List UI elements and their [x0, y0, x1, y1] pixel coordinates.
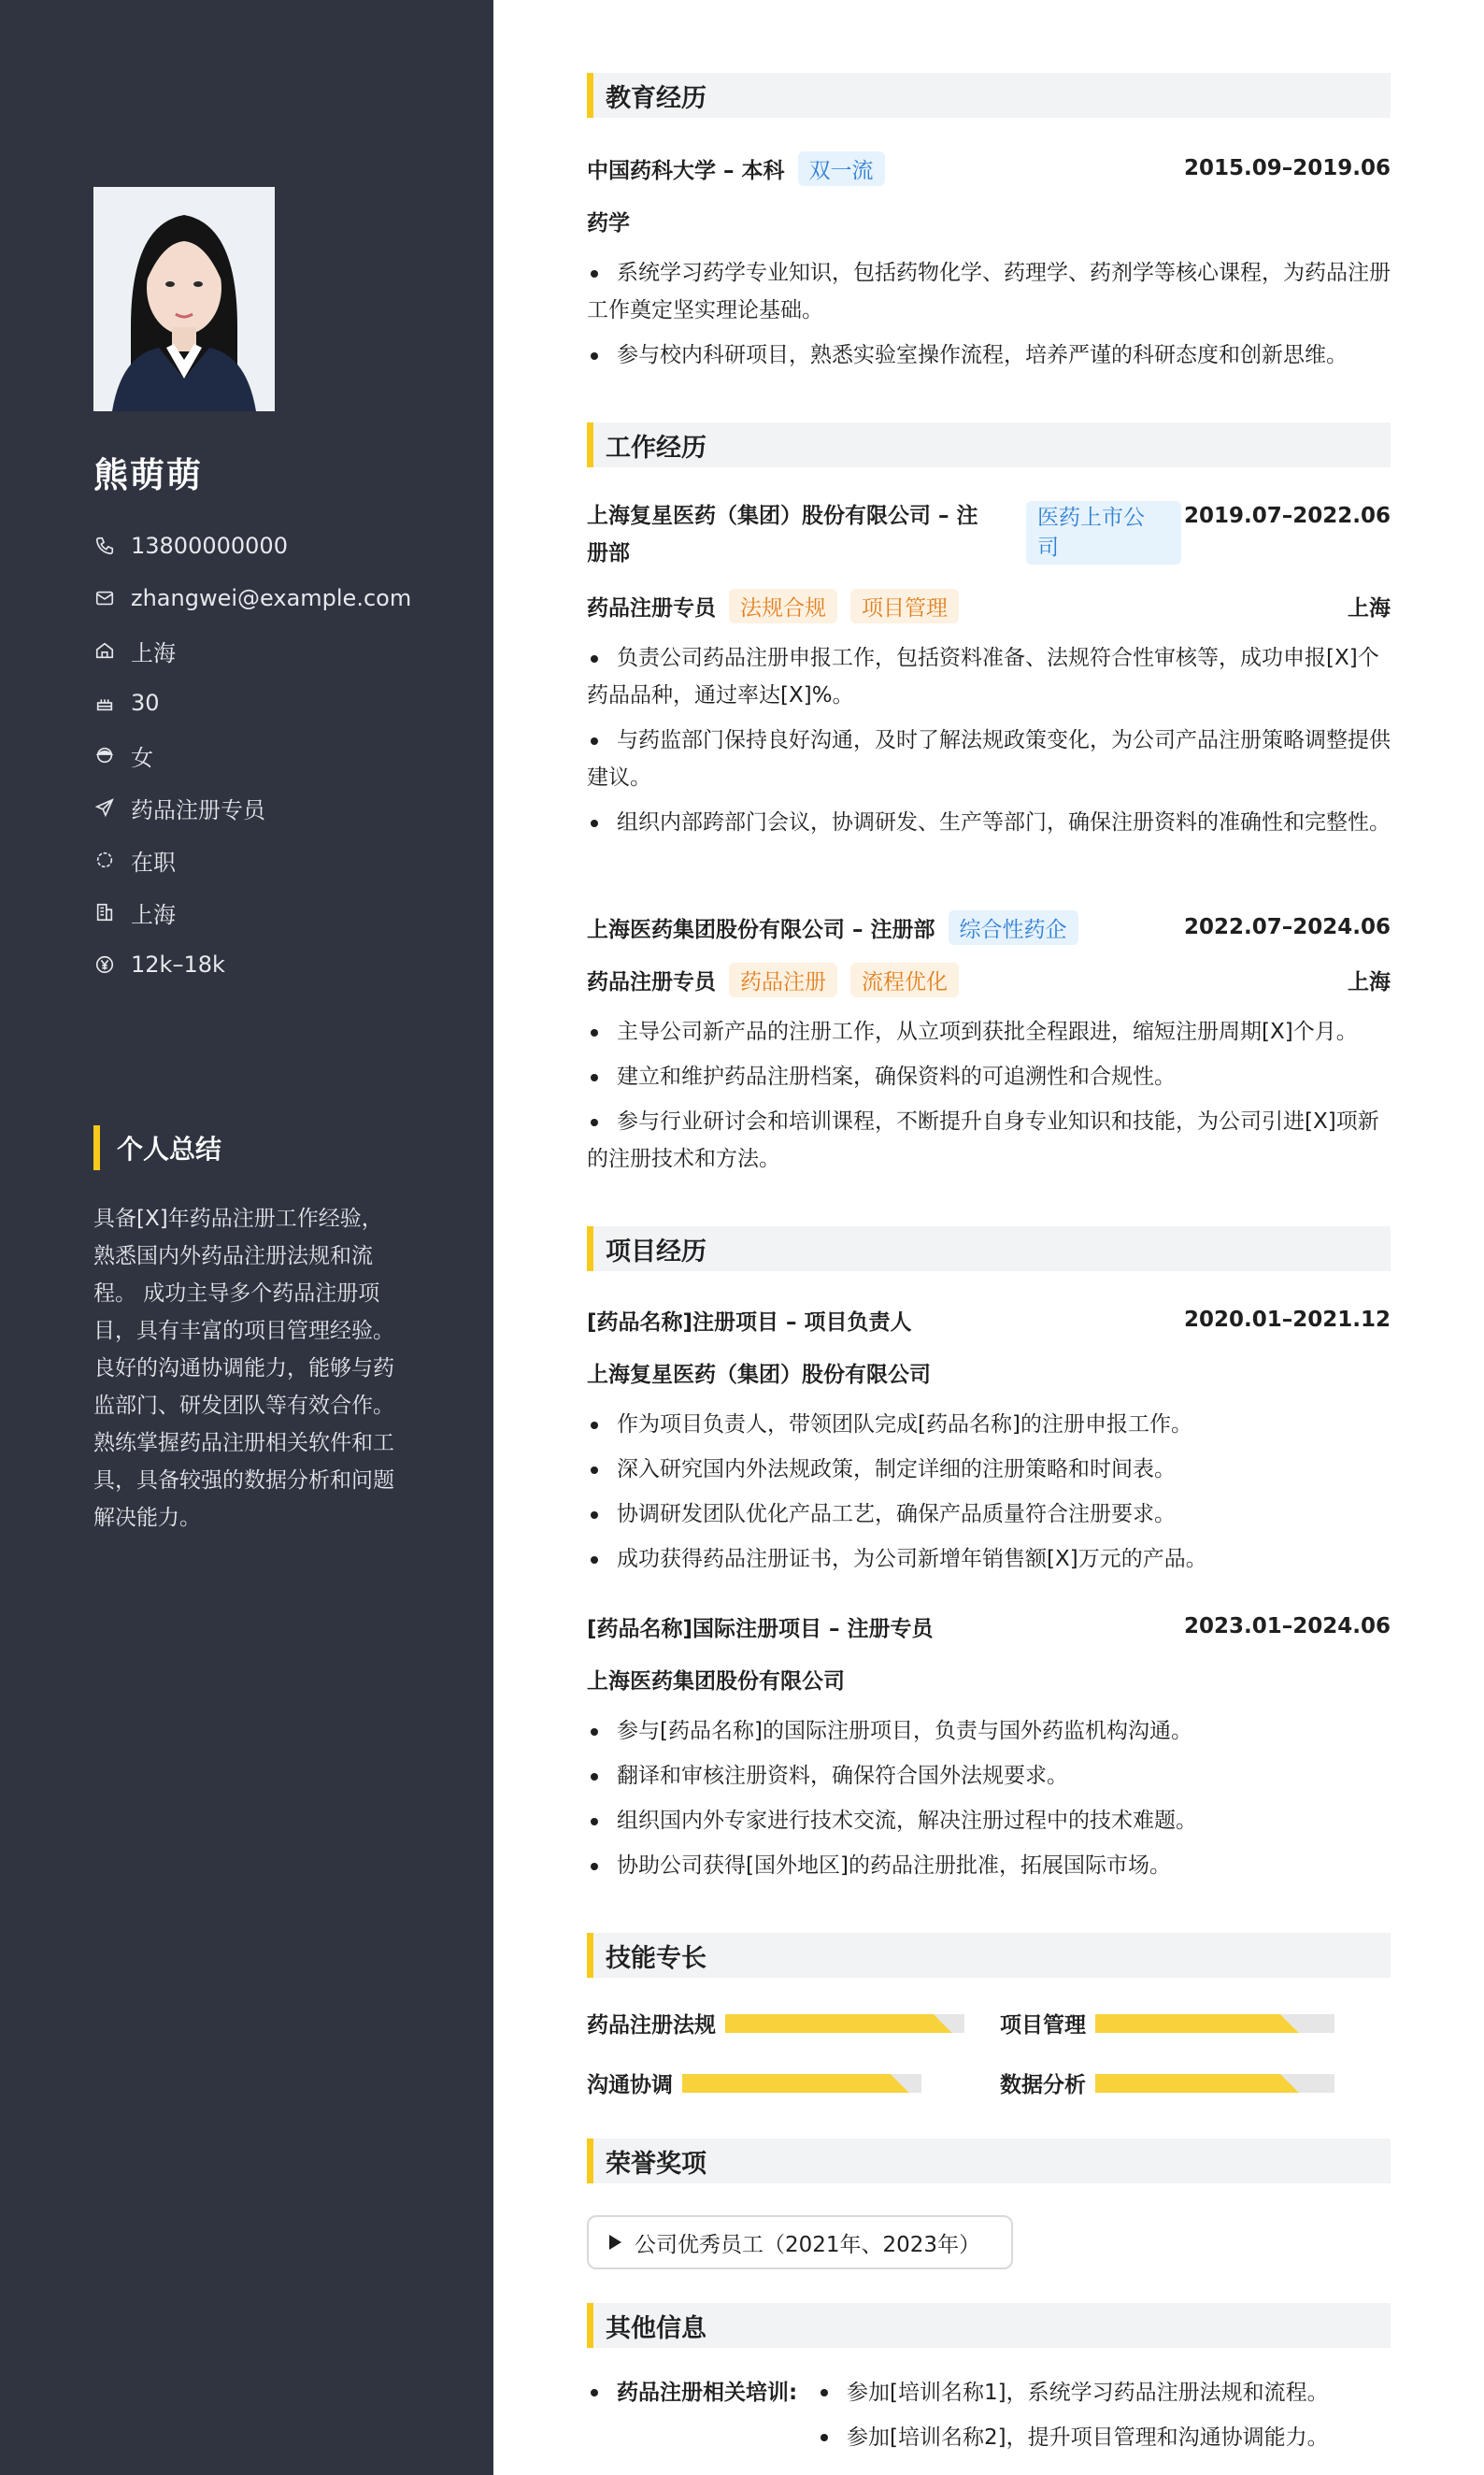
job-2-company: 上海医药集团股份有限公司 – 注册部 — [587, 917, 935, 942]
mail-icon — [93, 587, 116, 609]
candidate-name: 熊萌萌 — [93, 455, 203, 495]
list-item: 负责公司药品注册申报工作，包括资料准备、法规符合性审核等，成功申报[X]个药品品种，通过率达[X]%。 — [587, 639, 1391, 714]
job-1-city: 上海 — [1348, 595, 1391, 621]
list-item: 与药监部门保持良好沟通，及时了解法规政策变化，为公司产品注册策略调整提供建议。 — [587, 722, 1391, 796]
other-heading: 其他信息 — [587, 2303, 1391, 2348]
skill-name: 沟通协调 — [587, 2073, 673, 2097]
project-2-name: [药品名称]国际注册项目 – 注册专员 — [587, 1616, 934, 1641]
job-2-city: 上海 — [1348, 969, 1391, 994]
email-text: zhangwei@example.com — [131, 585, 412, 611]
list-item: 翻译和审核注册资料，确保符合国外法规要求。 — [587, 1757, 1391, 1795]
list-item: 深入研究国内外法规政策，制定详细的注册策略和时间表。 — [587, 1451, 1391, 1488]
job-1-company: 上海复星医药（集团）股份有限公司 – 注 册部 — [587, 504, 978, 565]
education-heading: 教育经历 — [587, 73, 1391, 118]
info-phone — [93, 520, 411, 572]
list-item: 作为项目负责人，带领团队完成[药品名称]的注册申报工作。 — [587, 1406, 1391, 1443]
list-item: 参与校内科研项目，熟悉实验室操作流程，培养严谨的科研态度和创新思维。 — [587, 336, 1391, 374]
list-item: 协助公司获得[国外地区]的药品注册批准，拓展国际市场。 — [587, 1847, 1391, 1884]
contact-info-list — [93, 520, 411, 991]
avatar — [93, 187, 275, 411]
skill-fill — [1095, 2074, 1299, 2093]
job-1-tag-1: 法规合规 — [729, 589, 837, 623]
summary-text: 具备[X]年药品注册工作经验，熟悉国内外药品注册法规和流程。 成功主导多个药品注册项目，具有丰富的项目管理经验。 良好的沟通协调能力，能够与药监部门、研发团队等有效合作。 熟练掌握药品注册相关软件和工具，具备较强的数据分析和问题解决能力。 — [93, 1207, 394, 1530]
status-icon — [93, 849, 116, 871]
info-city — [93, 886, 411, 938]
skill-name: 数据分析 — [1000, 2073, 1086, 2097]
list-item: 参与行业研讨会和培训课程，不断提升自身专业知识和技能，为公司引进[X]项新的注册技术和方法。 — [587, 1103, 1391, 1178]
position-text: 药品注册专员 — [131, 796, 265, 823]
skill-fill — [682, 2074, 909, 2093]
info-email — [93, 572, 411, 624]
project-2-bullets — [587, 1712, 1391, 1892]
skill-item — [1000, 2008, 1334, 2039]
list-item: 组织内部跨部门会议，协调研发、生产等部门，确保注册资料的准确性和完整性。 — [587, 804, 1391, 841]
job-2-tag-2: 流程优化 — [850, 963, 959, 997]
list-item: 成功获得药品注册证书，为公司新增年销售额[X]万元的产品。 — [587, 1540, 1391, 1578]
list-item: 参加[培训名称1]，系统学习药品注册法规和流程。 — [817, 2374, 1396, 2411]
list-item: 协调研发团队优化产品工艺，确保产品质量符合注册要求。 — [587, 1495, 1391, 1533]
caret-right-icon — [609, 2235, 621, 2250]
bullet-dot — [591, 2389, 598, 2396]
project-2-company: 上海医药集团股份有限公司 — [587, 1668, 845, 1694]
skill-bar — [725, 2014, 964, 2033]
skill-item — [587, 2067, 921, 2098]
school-name: 中国药科大学 – 本科 — [587, 158, 785, 183]
job-2-role: 药品注册专员 — [587, 969, 716, 994]
job-1-bullets — [587, 639, 1391, 849]
job-2-role-row — [587, 961, 1391, 998]
major-name: 药学 — [587, 210, 630, 236]
send-icon — [93, 796, 116, 819]
project-1-company: 上海复星医药（集团）股份有限公司 — [587, 1362, 931, 1387]
school-tag: 双一流 — [798, 151, 885, 186]
skill-fill — [1095, 2014, 1299, 2033]
gender-icon — [93, 744, 116, 766]
sidebar — [0, 0, 493, 2475]
phone-icon — [93, 535, 116, 557]
training-list — [817, 2374, 1396, 2464]
info-salary — [93, 938, 411, 991]
job-1-header-row — [587, 497, 1391, 572]
project-1-date: 2020.01–2021.12 — [1183, 1308, 1391, 1332]
award-text: 公司优秀员工（2021年、2023年） — [635, 2232, 981, 2257]
award-item[interactable] — [587, 2215, 1013, 2269]
job-1-date: 2019.07–2022.06 — [1183, 504, 1391, 528]
list-item: 参与[药品名称]的国际注册项目，负责与国外药监机构沟通。 — [587, 1712, 1391, 1750]
education-date: 2015.09–2019.06 — [1183, 156, 1391, 180]
info-location — [93, 624, 411, 677]
education-bullets — [587, 254, 1391, 381]
job-2-bullets — [587, 1013, 1391, 1185]
salary-text: 12k–18k — [131, 951, 225, 978]
job-2-date: 2022.07–2024.06 — [1183, 915, 1391, 939]
job-2-header-row — [587, 908, 1391, 946]
city-text: 上海 — [131, 901, 176, 928]
job-1-role: 药品注册专员 — [587, 595, 716, 621]
building-icon — [93, 901, 116, 923]
other-label: 药品注册相关培训: — [617, 2381, 798, 2405]
skill-item — [587, 2008, 964, 2039]
skill-name: 项目管理 — [1000, 2013, 1086, 2038]
job-1-tag-2: 项目管理 — [850, 589, 959, 623]
job-1-role-row — [587, 587, 1391, 624]
info-age — [93, 677, 411, 729]
skill-fill — [725, 2014, 952, 2033]
project-1-header-row — [587, 1301, 1391, 1338]
work-heading: 工作经历 — [587, 422, 1391, 467]
status-text: 在职 — [131, 849, 176, 876]
cake-icon — [93, 692, 116, 714]
info-status — [93, 834, 411, 886]
summary-heading: 个人总结 — [93, 1125, 221, 1170]
projects-heading: 项目经历 — [587, 1226, 1391, 1271]
project-2-date: 2023.01–2024.06 — [1183, 1614, 1391, 1638]
home-icon — [93, 639, 116, 662]
list-item: 组织国内外专家进行技术交流，解决注册过程中的技术难题。 — [587, 1802, 1391, 1839]
list-item: 参加[培训名称2]，提升项目管理和沟通协调能力。 — [817, 2419, 1396, 2456]
education-header-row — [587, 150, 1391, 187]
awards-heading: 荣誉奖项 — [587, 2139, 1391, 2183]
list-item: 系统学习药学专业知识，包括药物化学、药理学、药剂学等核心课程，为药品注册工作奠定坚实理论基础。 — [587, 254, 1391, 329]
list-item: 主导公司新产品的注册工作，从立项到获批全程跟进，缩短注册周期[X]个月。 — [587, 1013, 1391, 1051]
list-item: 建立和维护药品注册档案，确保资料的可追溯性和合规性。 — [587, 1058, 1391, 1095]
skill-bar — [1095, 2014, 1334, 2033]
job-1-company-tag: 医药上市公 司 — [1026, 501, 1181, 565]
job-2-tag-1: 药品注册 — [729, 963, 837, 997]
skill-name: 药品注册法规 — [587, 2013, 716, 2038]
phone-text: 13800000000 — [131, 533, 288, 559]
job-2-company-tag: 综合性药企 — [949, 910, 1078, 945]
project-1-name: [药品名称]注册项目 – 项目负责人 — [587, 1309, 912, 1335]
info-position — [93, 781, 411, 834]
project-1-bullets — [587, 1406, 1391, 1585]
location-text: 上海 — [131, 639, 176, 666]
age-text: 30 — [131, 690, 160, 716]
info-gender — [93, 729, 411, 781]
skills-heading: 技能专长 — [587, 1933, 1391, 1978]
project-2-header-row — [587, 1608, 1391, 1645]
skill-bar — [682, 2074, 921, 2093]
skill-bar — [1095, 2074, 1334, 2093]
gender-text: 女 — [131, 744, 153, 771]
skill-item — [1000, 2067, 1334, 2098]
yen-icon — [93, 953, 116, 976]
